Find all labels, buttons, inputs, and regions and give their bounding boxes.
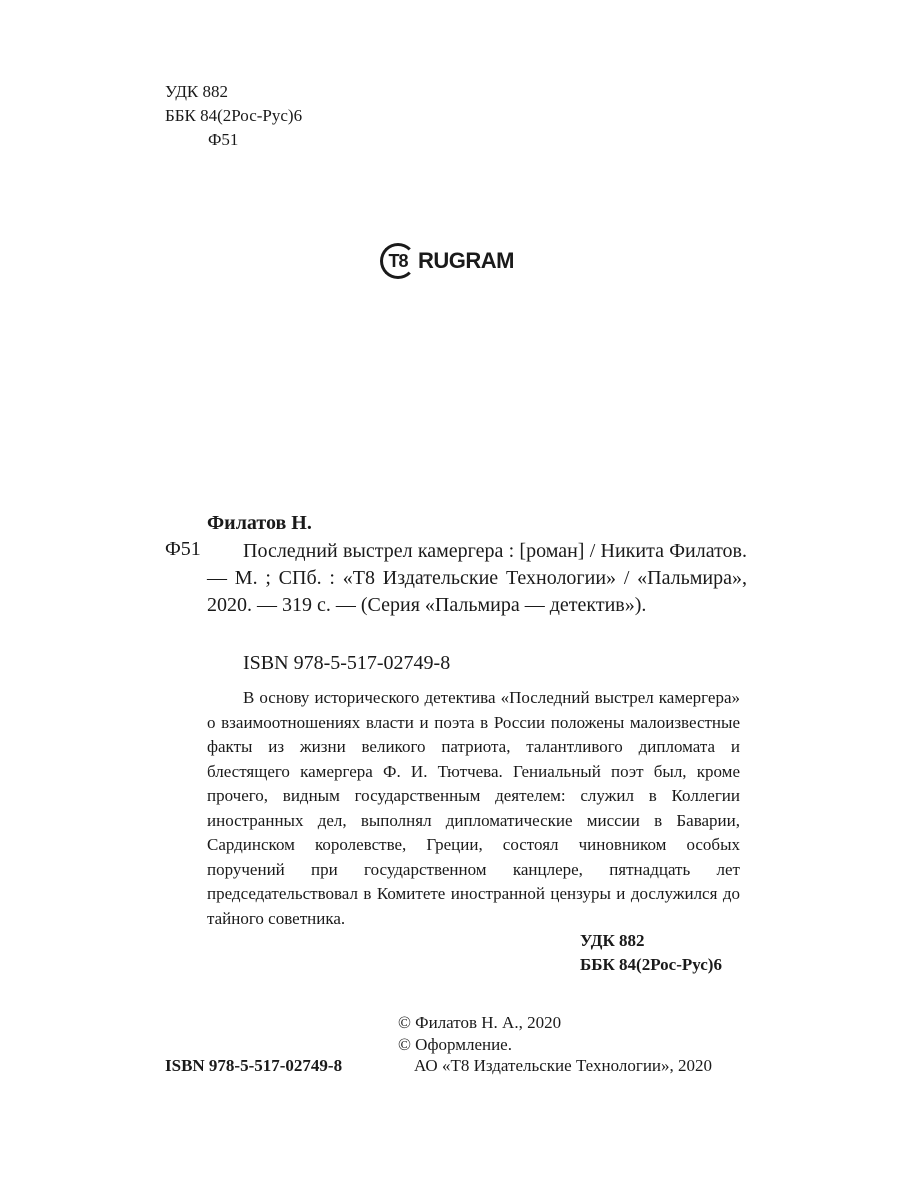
logo-badge: T8 <box>380 243 416 279</box>
udk-code: УДК 882 <box>165 82 229 101</box>
catalog-description: Последний выстрел камергера : [роман] / Никита Филатов. — М. ; СПб. : «Т8 Издательские Технологии» / «Пальмира», 2020. — 319 с. — (Серия «Пальмира — детектив»). <box>207 540 747 616</box>
copyright-publisher: АО «Т8 Издательские Технологии», 2020 <box>414 1056 713 1075</box>
copyright-design: © Оформление. <box>398 1035 512 1054</box>
catalog-author: Филатов Н. <box>207 512 312 534</box>
catalog-udk: УДК 882 <box>580 931 645 950</box>
catalog-annotation: В основу исторического детектива «Последний выстрел камергера» о взаимоотношениях власти и поэта в России положены малоизвестные факты из жизни великого патриота, талантливого дипломата и блестящего камергера Ф. И. Тютчева. Гениальный поэт был, кроме прочего, видным государственным деятелем: служил в Коллегии иностранных дел, выполнял дипломатические миссии в Баварии, Сардинском королевстве, Греции, состоял чиновником особых поручений при государственном канцлере, пятнадцать лет председательствовал в Комитете иностранной цензуры и дослужился до тайного советника. <box>207 688 740 928</box>
footer-isbn: ISBN 978-5-517-02749-8 <box>165 1056 343 1075</box>
publisher-logo <box>380 238 514 284</box>
author-code: Ф51 <box>208 130 239 149</box>
catalog-isbn: ISBN 978-5-517-02749-8 <box>243 652 451 674</box>
bbk-code: ББК 84(2Рос-Рус)6 <box>165 106 303 125</box>
catalog-author-code: Ф51 <box>165 538 201 560</box>
logo-wordmark: RUGRAM <box>418 248 514 273</box>
catalog-bbk: ББК 84(2Рос-Рус)6 <box>580 955 722 974</box>
copyright-author: © Филатов Н. А., 2020 <box>398 1013 562 1032</box>
